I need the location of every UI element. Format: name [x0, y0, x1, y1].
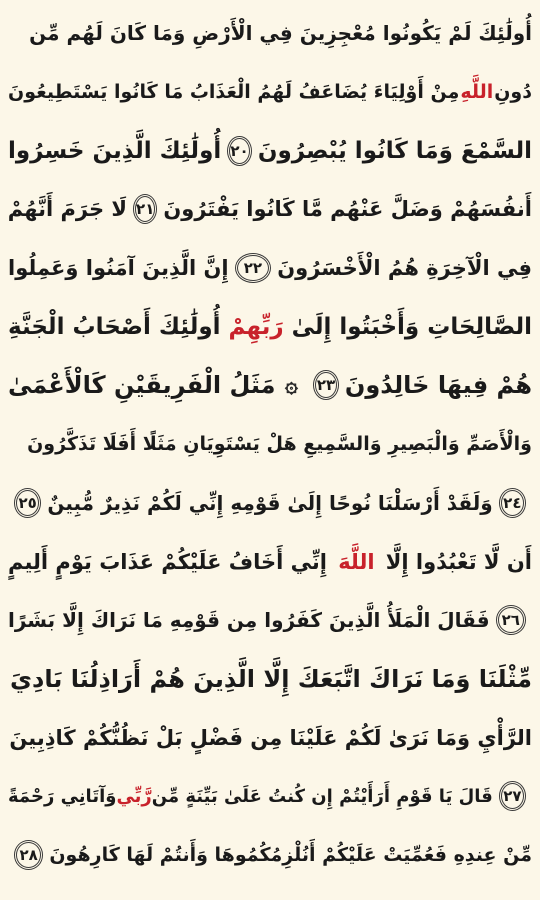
- verse-line: [8, 650, 532, 709]
- ayah-number-marker: ٢١: [133, 194, 157, 224]
- ayah-number-marker: ٢٣: [313, 370, 339, 400]
- ayah-number-marker: ٢٥: [14, 488, 41, 518]
- verse-text: لَا جَرَمَ أَنَّهُمْ: [8, 197, 128, 222]
- hizb-quarter-icon: ۞: [284, 372, 298, 398]
- verse-text: الصَّالِحَاتِ وَأَخْبَتُوا إِلَىٰ: [291, 313, 532, 340]
- verse-line: [8, 474, 532, 533]
- verse-line: [8, 297, 532, 356]
- verse-text: الرَّأْيِ وَمَا نَرَىٰ لَكُمْ عَلَيْنَا مِن فَضْلٍ بَلْ نَظُنُّكُمْ كَاذِبِينَ: [9, 725, 532, 750]
- divine-name-text: اللَّهَ: [338, 549, 375, 574]
- verse-text: أُولَٰئِكَ الَّذِينَ خَسِرُوا: [8, 137, 222, 164]
- ayah-number-marker: ٢٤: [499, 488, 526, 518]
- ayah-number-marker: ٢٢: [235, 253, 271, 283]
- verse-text: أَن لَّا تَعْبُدُوا إِلَّا: [385, 549, 532, 574]
- verse-text: مِّنْ عِندِهِ فَعُمِّيَتْ عَلَيْكُمْ أَنُلْزِمُكُمُوهَا وَأَنتُمْ لَهَا كَارِهُونَ: [49, 843, 532, 866]
- verse-line: [8, 239, 532, 298]
- divine-name-text: رَبِّهِمْ: [228, 313, 284, 340]
- verse-text: مِنْ أَوْلِيَاءَ يُضَاعَفُ لَهُمُ الْعَذَابُ مَا كَانُوا يَسْتَطِيعُونَ: [8, 81, 460, 104]
- verse-text: وَآتَانِي رَحْمَةً: [8, 785, 117, 807]
- verse-line: [8, 356, 532, 415]
- verse-line: [8, 63, 532, 122]
- verse-line: [8, 180, 532, 239]
- verse-text: دُونِ: [494, 81, 532, 104]
- verse-text: السَّمْعَ وَمَا كَانُوا يُبْصِرُونَ: [257, 137, 532, 164]
- verse-text: وَالْأَصَمِّ وَالْبَصِيرِ وَالسَّمِيعِ هَلْ يَسْتَوِيَانِ مَثَلًا أَفَلَا تَذَكَّرُونَ: [27, 433, 532, 456]
- verse-line: [8, 121, 532, 180]
- verse-line: [8, 4, 532, 63]
- ayah-number-marker: ٢٠: [227, 136, 252, 166]
- verse-line: [8, 708, 532, 767]
- verse-text: أُولَٰئِكَ لَمْ يَكُونُوا مُعْجِزِينَ فِي الْأَرْضِ وَمَا كَانَ لَهُم مِّن: [29, 21, 532, 46]
- verse-line: [8, 826, 532, 885]
- verse-text: أُولَٰئِكَ أَصْحَابُ الْجَنَّةِ: [8, 313, 221, 340]
- verse-line: [8, 415, 532, 474]
- ayah-number-marker: ٢٦: [496, 605, 526, 635]
- verse-text: إِنِّي أَخَافُ عَلَيْكُمْ عَذَابَ يَوْمٍ أَلِيمٍ: [8, 549, 328, 574]
- verse-text: هُمْ فِيهَا خَالِدُونَ: [344, 371, 532, 400]
- divine-name-text: اللَّهِ: [460, 81, 494, 104]
- verse-line: [8, 767, 532, 826]
- verse-text: فِي الْآخِرَةِ هُمُ الْأَخْسَرُونَ: [277, 256, 532, 281]
- verse-line: [8, 532, 532, 591]
- verse-text: إِنَّ الَّذِينَ آمَنُوا وَعَمِلُوا: [8, 256, 229, 281]
- verse-line: [8, 591, 532, 650]
- verse-text: مِّثْلَنَا وَمَا نَرَاكَ اتَّبَعَكَ إِلَّا الَّذِينَ هُمْ أَرَاذِلُنَا بَادِيَ: [10, 664, 532, 693]
- ayah-number-marker: ٢٨: [14, 840, 43, 870]
- verse-text: مَثَلُ الْفَرِيقَيْنِ كَالْأَعْمَىٰ: [8, 371, 276, 400]
- verse-text: فَقَالَ الْمَلَأُ الَّذِينَ كَفَرُوا مِن قَوْمِهِ مَا نَرَاكَ إِلَّا بَشَرًا: [8, 608, 490, 633]
- divine-name-text: رَّبِّي: [116, 785, 152, 807]
- verse-text: وَلَقَدْ أَرْسَلْنَا نُوحًا إِلَىٰ قَوْمِهِ إِنِّي لَكُمْ نَذِيرٌ مُّبِينٌ: [47, 490, 493, 515]
- verse-text: قَالَ يَا قَوْمِ أَرَأَيْتُمْ إِن كُنتُ عَلَىٰ بَيِّنَةٍ مِّن: [151, 785, 493, 807]
- verse-text: أَنفُسَهُمْ وَضَلَّ عَنْهُم مَّا كَانُوا يَفْتَرُونَ: [163, 197, 532, 222]
- ayah-number-marker: ٢٧: [499, 781, 526, 811]
